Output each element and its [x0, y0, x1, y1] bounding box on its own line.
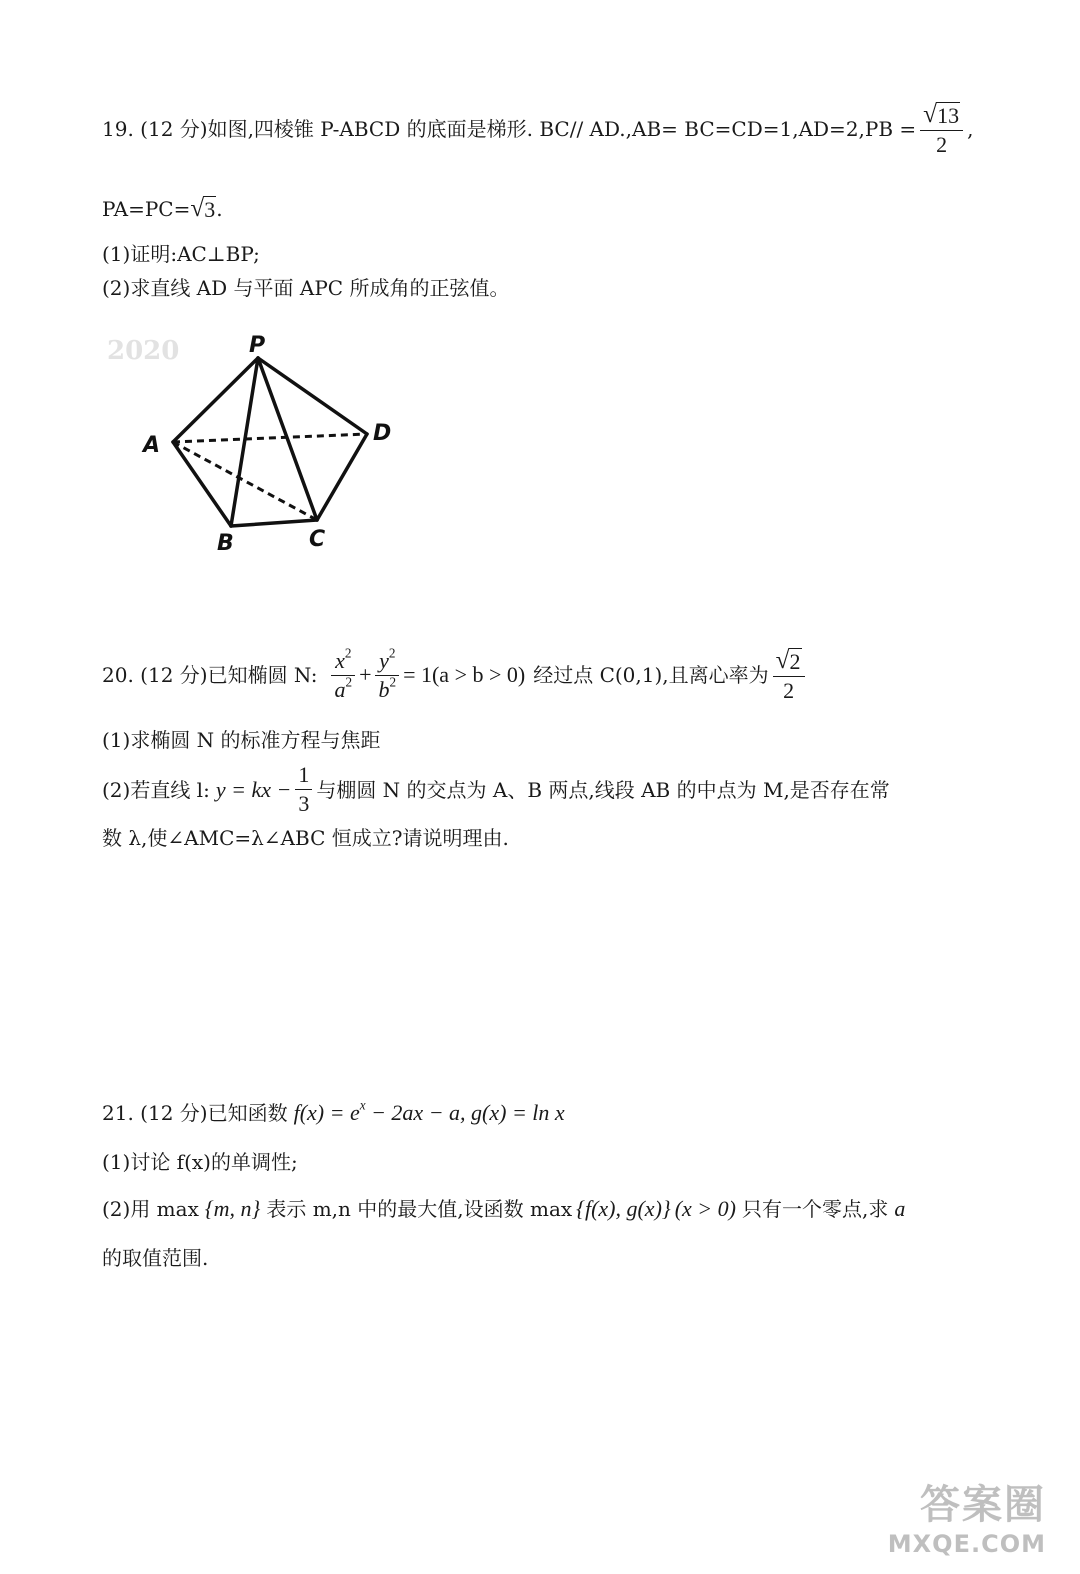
watermark-domain: MXQE.COM — [887, 1530, 1046, 1558]
q21-part2: (2)用 max {m, n} 表示 m,n 中的最大值,设函数 max {f(x), g(x)} (x > 0) 只有一个零点,求 a — [102, 1196, 906, 1221]
pa-sqrt: √ 3 — [190, 194, 216, 222]
pb-sqrt: √ 13 — [923, 100, 960, 128]
q19-part2: (2)求直线 AD 与平面 APC 所成角的正弦值。 — [102, 276, 510, 300]
edge-pb — [231, 358, 258, 526]
label-c: C — [309, 527, 326, 552]
ellipse-equation: $\frac{x^2}{a^2}$ + $\frac{y^2}{b^2}$ = 1(a > b > 0) — [327, 650, 525, 701]
x2-over-a2: $\frac{x^2}{a^2}$ — [331, 650, 355, 701]
ghost-year-text: 2020 — [107, 336, 180, 366]
label-d: D — [373, 421, 392, 446]
edge-bc — [231, 520, 317, 526]
label-a: A — [143, 433, 161, 458]
edge-ad-hidden — [173, 434, 367, 442]
label-b: B — [217, 531, 234, 556]
q19-lead: 19. (12 分)如图,四棱锥 P-ABCD 的底面是梯形. BC// AD.,AB= BC=CD=1,AD=2,PB = — [102, 117, 917, 142]
q21-part2-line2: 的取值范围. — [102, 1246, 209, 1270]
site-watermark — [888, 1473, 1046, 1558]
y2-over-b2: $\frac{y^2}{b^2}$ — [375, 650, 399, 701]
q19-stem: 19. (12 分)如图,四棱锥 P-ABCD 的底面是梯形. BC// AD.,AB= BC=CD=1,AD=2,PB = √ 13 2 , — [102, 100, 974, 158]
edge-cd — [317, 434, 367, 520]
q20-part2-line2: 数 λ,使∠AMC=λ∠ABC 恒成立?请说明理由. — [102, 826, 509, 850]
q20-part2: (2)若直线 l: y = kx − $\frac{1}{3}$ 与棚圆 N 的交点为 A、B 两点,线段 AB 的中点为 M,是否存在常 — [102, 762, 890, 816]
edge-pd — [258, 358, 367, 434]
q20-part1: (1)求椭圆 N 的标准方程与焦距 — [102, 728, 381, 752]
edge-ac-hidden — [173, 442, 317, 520]
q20-stem: 20. (12 分)已知椭圆 N: $\frac{x^2}{a^2}$ + $\frac{y^2}{b^2}$ = 1(a > b > 0) 经过点 C(0,1),且离心率为 √ 2 2 — [102, 648, 809, 702]
q19-stem-line2: PA=PC= √ 3 . — [102, 194, 223, 222]
q19-part1: (1)证明:AC⊥BP; — [102, 242, 260, 266]
q20-lead: 20. (12 分)已知椭圆 N: — [102, 663, 318, 688]
edge-pc — [258, 358, 317, 520]
watermark-logo-text: 答案圈 — [920, 1482, 1046, 1528]
pyramid-figure — [95, 322, 415, 566]
edge-ab — [173, 442, 231, 526]
eccentricity-fraction: √ 2 2 — [773, 648, 805, 702]
q21-part1: (1)讨论 f(x)的单调性; — [102, 1150, 298, 1174]
q21-stem: 21. (12 分)已知函数 $f(x) = e^x - 2ax - a$, g(x) = ln x — [102, 1097, 565, 1125]
fx-equation: $f(x) = e^x - 2ax - a$, g(x) = ln x — [293, 1097, 565, 1125]
label-p: P — [249, 333, 266, 358]
one-third-fraction: $\frac{1}{3}$ — [295, 764, 312, 815]
pb-fraction: √ 13 2 — [920, 102, 963, 156]
